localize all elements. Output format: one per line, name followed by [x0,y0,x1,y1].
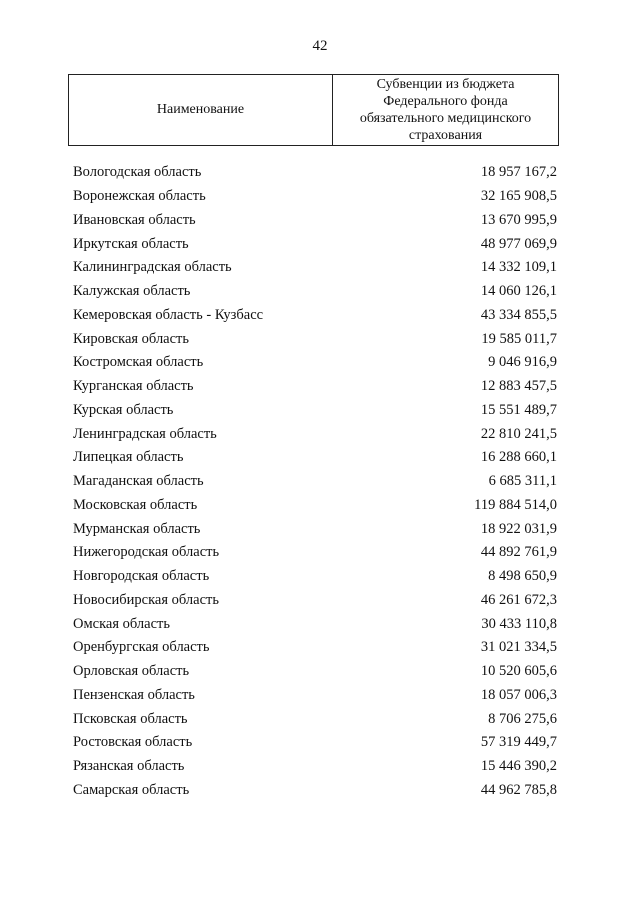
region-name: Оренбургская область [73,639,210,656]
table-row [70,161,559,185]
table-row [70,399,559,423]
table-row [70,660,559,684]
table-row [70,256,559,280]
region-name: Новгородская область [73,568,210,585]
table-row [70,185,559,209]
column-header-subsidies [333,75,559,145]
table-header [68,74,559,146]
region-name: Мурманская область [73,520,201,537]
table-row [70,565,559,589]
subsidy-value: 12 883 457,5 [480,378,557,395]
table-row [70,494,559,518]
table-row [70,589,559,613]
subsidy-value: 18 057 006,3 [480,686,557,703]
table-row [70,517,559,541]
column-header-subsidies-line: страхования [408,128,483,143]
region-name: Омская область [73,615,170,632]
table-row [70,684,559,708]
region-name: Иркутская область [73,235,189,252]
table-row [70,446,559,470]
page-number: 42 [312,38,328,54]
region-name: Орловская область [73,663,190,680]
subsidy-value: 22 810 241,5 [480,425,557,442]
subsidy-value: 13 670 995,9 [480,211,557,228]
table-row [70,470,559,494]
region-name: Нижегородская область [73,544,220,561]
table-row [70,232,559,256]
table-row [70,612,559,636]
table-row [70,755,559,779]
subsidy-value: 10 520 605,6 [480,663,557,680]
table-row [70,779,559,803]
region-name: Воронежская область [73,188,206,205]
subsidy-value: 14 332 109,1 [480,259,557,276]
region-name: Магаданская область [73,473,204,490]
region-name: Кемеровская область - Кузбасс [73,306,264,323]
region-name: Калужская область [73,283,191,300]
subsidy-value: 9 046 916,9 [488,354,557,371]
column-header-subsidies-line: Федерального фонда [383,94,508,109]
subsidy-value: 18 957 167,2 [480,164,557,181]
region-name: Пензенская область [73,686,195,703]
region-name: Липецкая область [73,449,184,466]
subsidy-value: 16 288 660,1 [480,449,557,466]
subsidy-value: 46 261 672,3 [480,591,557,608]
subsidy-value: 15 446 390,2 [480,758,557,775]
table-row [70,209,559,233]
subsidy-value: 57 319 449,7 [480,734,557,751]
subsidy-value: 43 334 855,5 [480,306,557,323]
region-name: Калининградская область [73,259,232,276]
subsidy-value: 31 021 334,5 [480,639,557,656]
table-row [70,541,559,565]
table-row [70,304,559,328]
subsidy-value: 15 551 489,7 [480,401,557,418]
column-header-subsidies-line: Субвенции из бюджета [376,77,515,92]
region-name: Ленинградская область [73,425,217,442]
column-header-subsidies-line: обязательного медицинского [359,111,532,126]
region-name: Костромская область [73,354,204,371]
region-name: Вологодская область [73,164,202,181]
subsidy-value: 14 060 126,1 [480,283,557,300]
subsidy-value: 119 884 514,0 [474,496,557,513]
subsidy-value: 30 433 110,8 [481,615,557,632]
region-name: Кировская область [73,330,190,347]
subsidy-value: 48 977 069,9 [480,235,557,252]
subsidy-value: 44 962 785,8 [480,781,557,798]
table-row [70,731,559,755]
table-row [70,280,559,304]
region-name: Рязанская область [73,758,185,775]
region-name: Ивановская область [73,211,196,228]
subsidy-value: 32 165 908,5 [480,188,557,205]
table-row [70,351,559,375]
table-body [70,161,559,802]
region-name: Московская область [73,496,198,513]
column-header-name: Наименование [68,75,333,145]
table-row [70,422,559,446]
region-name: Самарская область [73,781,190,798]
subsidy-value: 6 685 311,1 [488,473,557,490]
region-name: Новосибирская область [73,591,219,608]
subsidy-value: 18 922 031,9 [480,520,557,537]
table-row [70,636,559,660]
subsidy-value: 44 892 761,9 [480,544,557,561]
table-row [70,707,559,731]
region-name: Псковская область [73,710,188,727]
table-row [70,375,559,399]
table-row [70,327,559,351]
subsidy-value: 8 498 650,9 [488,568,557,585]
region-name: Курская область [73,401,174,418]
region-name: Ростовская область [73,734,193,751]
subsidy-value: 8 706 275,6 [488,710,557,727]
region-name: Курганская область [73,378,194,395]
subsidy-value: 19 585 011,7 [481,330,557,347]
